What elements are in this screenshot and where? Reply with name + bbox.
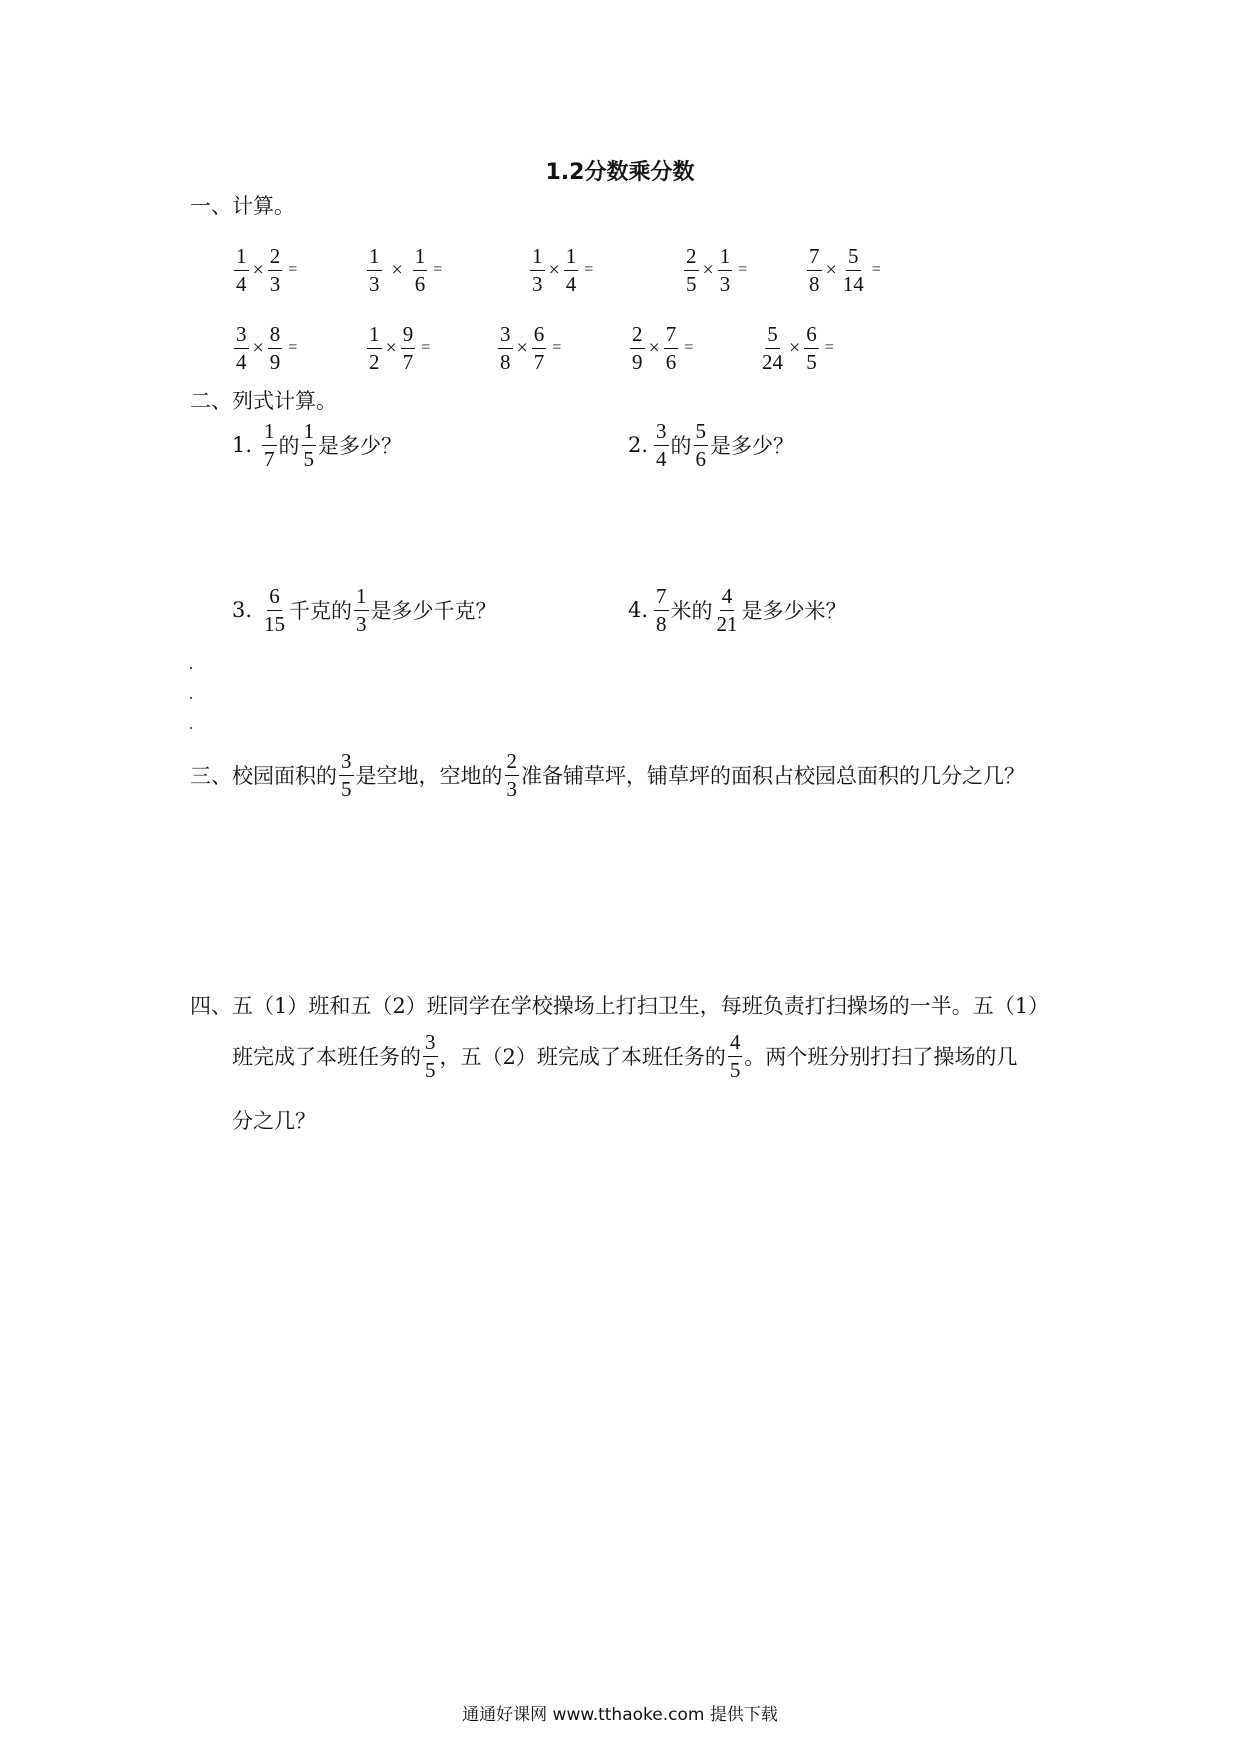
question-text: 是多少？ [710, 434, 795, 458]
equals-sign: = [824, 339, 834, 356]
footer-credit: 通通好课网 www.tthaoke.com 提供下载 [462, 1705, 778, 1725]
calc-item [365, 323, 430, 374]
calc-item [365, 245, 442, 296]
question-3 [232, 580, 497, 640]
equals-sign: = [684, 339, 694, 356]
times-sign: × [825, 258, 837, 281]
calc-item [628, 323, 693, 374]
question-4 [628, 580, 847, 640]
equals-sign: = [433, 261, 443, 278]
fraction: $\frac{1}{4}$ [236, 243, 247, 296]
fraction: $\frac{8}{9}$ [269, 321, 281, 374]
fraction: $\frac{6}{7}$ [533, 321, 545, 374]
section1-heading: 一、计算。 [190, 194, 295, 218]
fraction: $\frac{1}{5}$ [303, 418, 315, 471]
question-text: 。两个班分别打扫了操场的几 [744, 1045, 1018, 1069]
equals-sign: = [584, 261, 594, 278]
times-sign: × [648, 336, 660, 359]
fraction: $\frac{1}{3}$ [356, 583, 367, 636]
fraction: $\frac{3}{5}$ [425, 1029, 436, 1082]
times-sign: × [252, 258, 264, 281]
times-sign: × [385, 336, 397, 359]
fraction: $\frac{1}{6}$ [414, 243, 426, 296]
times-sign: × [789, 336, 801, 359]
equals-sign: = [421, 339, 431, 356]
fraction: $\frac{1}{3}$ [532, 243, 543, 296]
fraction: $\frac{7}{8}$ [656, 583, 667, 636]
times-sign: × [702, 258, 714, 281]
fraction: $\frac{1}{3}$ [369, 243, 380, 296]
calc-item [232, 323, 297, 374]
question-text: ，五（2）班完成了本班任务的 [439, 1045, 726, 1069]
question-text: 的 [670, 434, 692, 458]
question-text: 的 [278, 434, 300, 458]
question-text: 是多少千克？ [370, 599, 497, 623]
calc-item [805, 245, 881, 296]
section2-heading: 二、列式计算。 [190, 389, 337, 413]
question-1 [232, 415, 402, 475]
question-text: 是空地，空地的 [355, 764, 503, 788]
equals-sign: = [738, 261, 748, 278]
question-text: 三、校园面积的 [190, 764, 337, 788]
equals-sign: = [288, 339, 298, 356]
question-number: 4. [628, 598, 649, 622]
fraction: $\frac{7}{6}$ [665, 321, 677, 374]
section4-line-3: 分之几？ [232, 1109, 316, 1133]
fraction: $\frac{4}{21}$ [716, 583, 738, 636]
fraction: $\frac{7}{8}$ [809, 243, 820, 296]
fraction: $\frac{3}{4}$ [656, 418, 667, 471]
calc-item [682, 245, 747, 296]
question-text: 是多少？ [318, 434, 403, 458]
question-text: 米的 [670, 599, 713, 623]
page-title: 1.2分数乘分数 [545, 160, 695, 185]
section3-question [190, 745, 1025, 805]
fraction: $\frac{2}{5}$ [686, 243, 697, 296]
question-number: 1. [232, 433, 253, 457]
fraction: $\frac{1}{2}$ [369, 321, 380, 374]
times-sign: × [391, 258, 403, 281]
fraction: $\frac{1}{3}$ [719, 243, 731, 296]
question-text: 是多少米？ [741, 599, 847, 623]
fraction: $\frac{2}{3}$ [269, 243, 281, 296]
fraction: $\frac{6}{5}$ [806, 321, 817, 374]
times-sign: × [252, 336, 264, 359]
fraction: $\frac{5}{6}$ [695, 418, 707, 471]
calc-row-2 [0, 318, 1240, 378]
calc-item [232, 245, 297, 296]
scan-dot [190, 667, 192, 669]
fraction: $\frac{3}{8}$ [500, 321, 511, 374]
calc-item [528, 245, 593, 296]
fraction: $\frac{6}{15}$ [264, 583, 286, 636]
question-text: 准备铺草坪，铺草坪的面积占校园总面积的几分之几？ [521, 764, 1025, 788]
scan-dot [190, 697, 192, 699]
calc-item [758, 323, 834, 374]
section4-line-1: 四、五（1）班和五（2）班同学在学校操场上打扫卫生，每班负责打扫操场的一半。五（1） [190, 994, 1050, 1018]
fraction: $\frac{1}{4}$ [565, 243, 577, 296]
times-sign: × [548, 258, 560, 281]
fraction: $\frac{4}{5}$ [729, 1029, 741, 1082]
fraction: $\frac{9}{7}$ [402, 321, 414, 374]
equals-sign: = [288, 261, 298, 278]
times-sign: × [516, 336, 528, 359]
fraction: $\frac{2}{9}$ [632, 321, 643, 374]
fraction: $\frac{1}{7}$ [264, 418, 275, 471]
question-number: 2. [628, 433, 649, 457]
calc-row-1 [0, 240, 1240, 300]
section4-line-2 [232, 1025, 1017, 1087]
calc-item [496, 323, 561, 374]
equals-sign: = [871, 261, 881, 278]
equals-sign: = [552, 339, 562, 356]
fraction: $\frac{3}{4}$ [236, 321, 247, 374]
fraction: $\frac{3}{5}$ [341, 748, 352, 801]
question-text: 班完成了本班任务的 [232, 1045, 421, 1069]
scan-dot [190, 727, 192, 729]
fraction: $\frac{5}{24}$ [762, 321, 783, 374]
question-text: 千克的 [289, 599, 353, 623]
fraction: $\frac{2}{3}$ [506, 748, 517, 801]
question-2 [628, 415, 794, 475]
fraction: $\frac{5}{14}$ [842, 243, 864, 296]
question-number: 3. [232, 598, 253, 622]
